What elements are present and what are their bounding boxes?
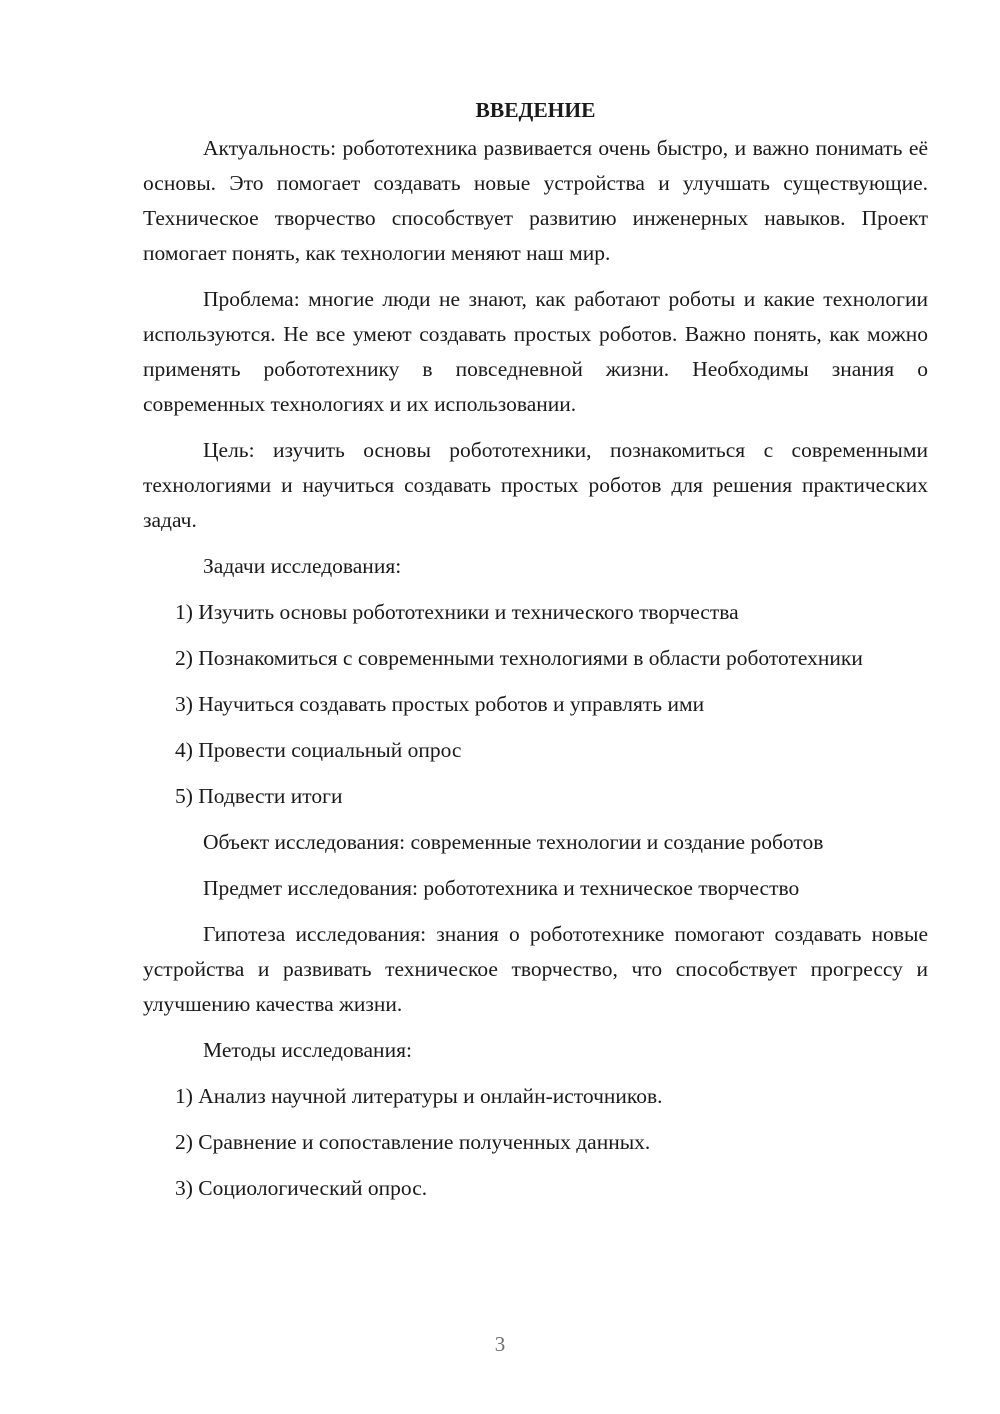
task-item: 3) Научиться создавать простых роботов и управлять ими xyxy=(175,692,705,716)
method-item: 1) Анализ научной литературы и онлайн-источников. xyxy=(175,1084,663,1108)
section-title: ВВЕДЕНИЕ xyxy=(475,98,596,122)
task-item: 4) Провести социальный опрос xyxy=(175,738,462,762)
document-page xyxy=(143,90,928,1217)
task-item: 2) Познакомиться с современными технологиями в области робототехники xyxy=(175,646,863,670)
task-item: 1) Изучить основы робототехники и технического творчества xyxy=(175,600,739,624)
relevance-paragraph: Актуальность: робототехника развивается очень быстро, и важно понимать её основы. Это помогает создавать новые устройства и улучшать существующие. Техническое творчество способствует развитию инженерных навыков. Проект помогает понять, как технологии меняют наш мир. xyxy=(143,136,928,265)
method-item: 2) Сравнение и сопоставление полученных данных. xyxy=(175,1130,651,1154)
object-paragraph: Объект исследования: современные технологии и создание роботов xyxy=(203,830,824,854)
hypothesis-paragraph: Гипотеза исследования: знания о робототехнике помогают создавать новые устройства и развивать техническое творчество, что способствует прогрессу и улучшению качества жизни. xyxy=(143,922,928,1016)
subject-paragraph: Предмет исследования: робототехника и техническое творчество xyxy=(203,876,800,900)
problem-paragraph: Проблема: многие люди не знают, как работают роботы и какие технологии используются. Не все умеют создавать простых роботов. Важно понять, как можно применять робототехнику в повседневной жизни. Необходимы знания о современных технологиях и их использовании. xyxy=(143,287,928,416)
methods-heading: Методы исследования: xyxy=(203,1038,412,1062)
task-item: 5) Подвести итоги xyxy=(175,784,343,808)
page-number: 3 xyxy=(494,1332,506,1356)
method-item: 3) Социологический опрос. xyxy=(175,1176,428,1200)
tasks-heading: Задачи исследования: xyxy=(203,554,402,578)
goal-paragraph: Цель: изучить основы робототехники, познакомиться с современными технологиями и научиться создавать простых роботов для решения практических задач. xyxy=(143,438,928,532)
